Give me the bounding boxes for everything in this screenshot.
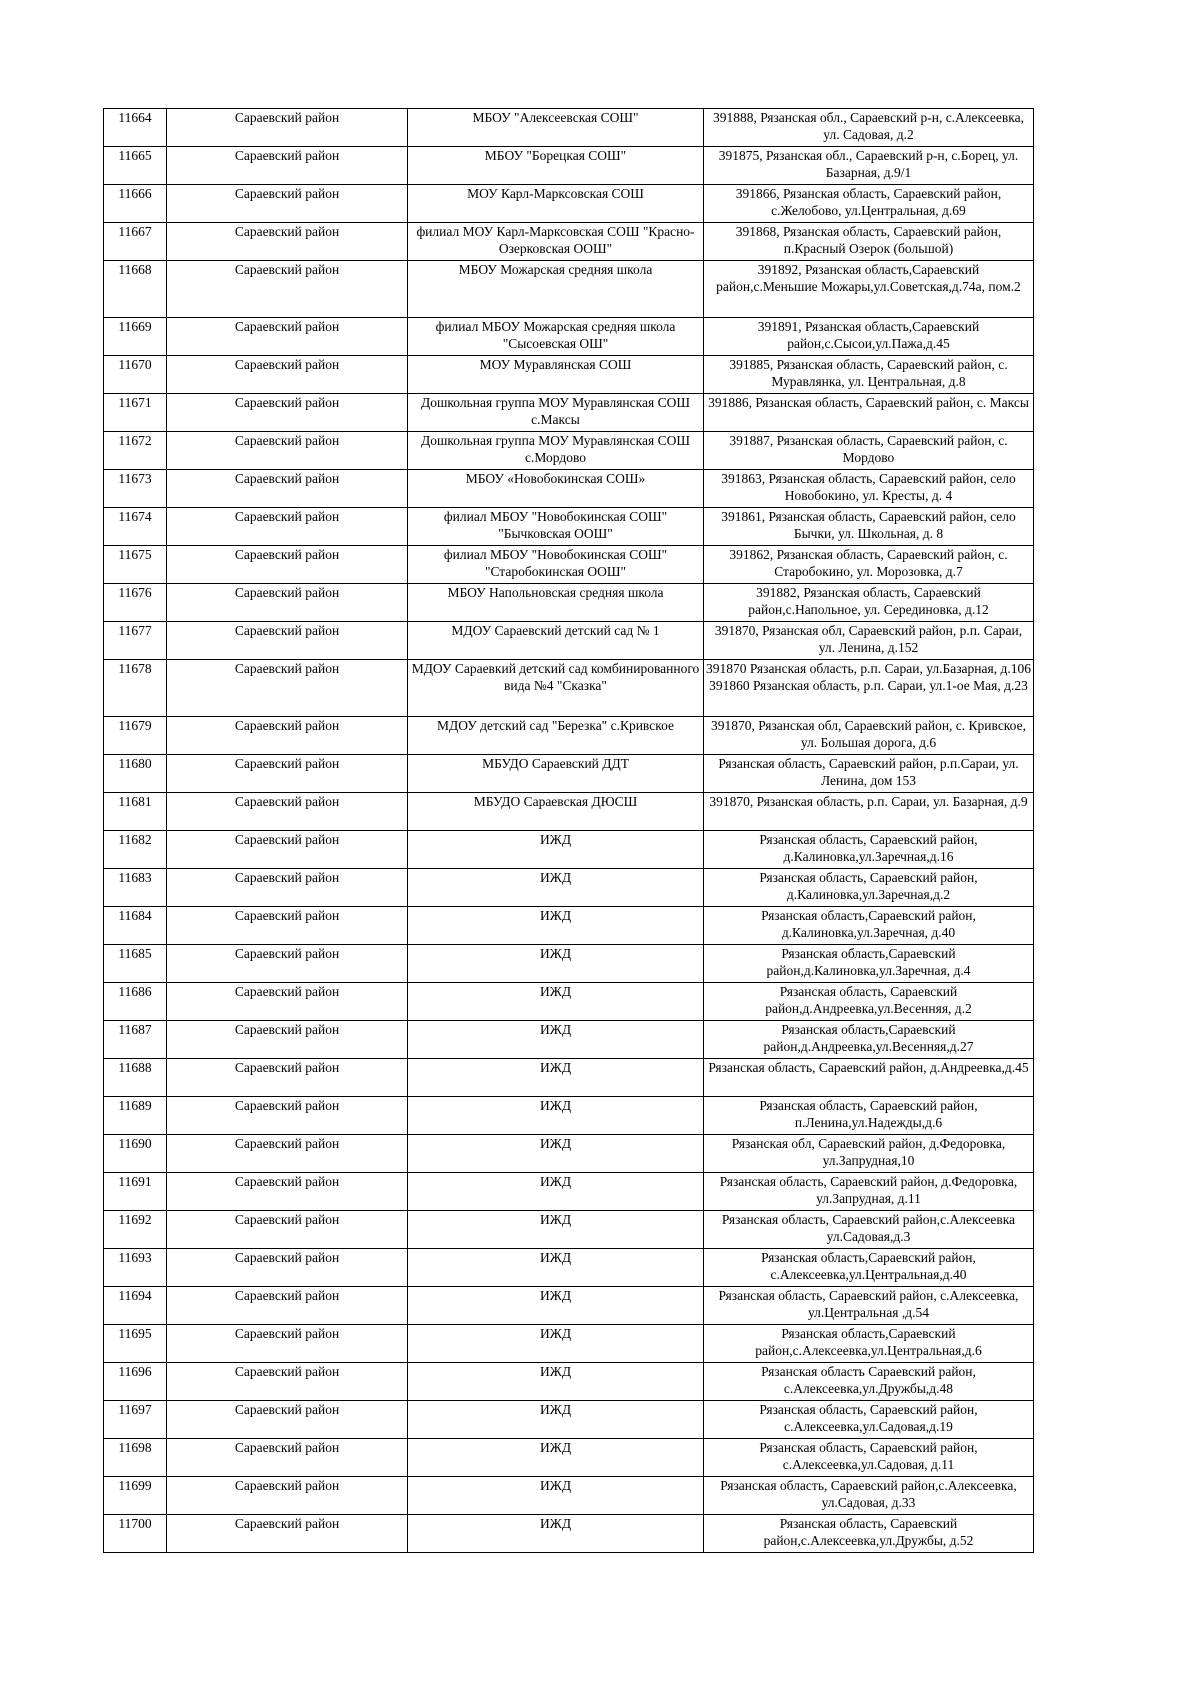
district-cell: Сараевский район — [167, 1477, 408, 1515]
address-cell: Рязанская область, Сараевский район, р.п.Сараи, ул. Ленина, дом 153 — [704, 755, 1034, 793]
district-cell: Сараевский район — [167, 584, 408, 622]
registry-table — [103, 108, 1034, 1553]
institution-cell: ИЖД — [408, 1135, 704, 1173]
district-cell: Сараевский район — [167, 660, 408, 717]
district-cell: Сараевский район — [167, 1173, 408, 1211]
district-cell: Сараевский район — [167, 1135, 408, 1173]
table-row — [104, 831, 1034, 869]
table-row — [104, 1477, 1034, 1515]
district-cell: Сараевский район — [167, 508, 408, 546]
address-cell: 391870, Рязанская область, р.п. Сараи, ул. Базарная, д.9 — [704, 793, 1034, 831]
address-cell: Рязанская область, Сараевский район, д.Калиновка,ул.Заречная,д.2 — [704, 869, 1034, 907]
address-cell: 391888, Рязанская обл., Сараевский р-н, с.Алексеевка, ул. Садовая, д.2 — [704, 109, 1034, 147]
row-number: 11685 — [104, 945, 167, 983]
row-number: 11698 — [104, 1439, 167, 1477]
table-row — [104, 907, 1034, 945]
row-number: 11687 — [104, 1021, 167, 1059]
address-cell: Рязанская область,Сараевский район, с.Алексеевка,ул.Центральная,д.40 — [704, 1249, 1034, 1287]
address-cell: Рязанская область, Сараевский район,с.Алексеевка ул.Садовая,д.3 — [704, 1211, 1034, 1249]
row-number: 11674 — [104, 508, 167, 546]
institution-cell: филиал МБОУ Можарская средняя школа "Сысоевская ОШ" — [408, 318, 704, 356]
address-cell: Рязанская область Сараевский район, с.Алексеевка,ул.Дружбы,д.48 — [704, 1363, 1034, 1401]
institution-cell: ИЖД — [408, 1477, 704, 1515]
table-row — [104, 1021, 1034, 1059]
table-row — [104, 793, 1034, 831]
row-number: 11679 — [104, 717, 167, 755]
table-row — [104, 394, 1034, 432]
district-cell: Сараевский район — [167, 983, 408, 1021]
institution-cell: филиал МБОУ "Новобокинская СОШ" "Старобокинская ООШ" — [408, 546, 704, 584]
table-row — [104, 1059, 1034, 1097]
address-cell: 391886, Рязанская область, Сараевский район, с. Максы — [704, 394, 1034, 432]
district-cell: Сараевский район — [167, 546, 408, 584]
row-number: 11689 — [104, 1097, 167, 1135]
row-number: 11686 — [104, 983, 167, 1021]
address-cell: Рязанская область, Сараевский район, с.Алексеевка,ул.Садовая,д.19 — [704, 1401, 1034, 1439]
address-cell: 391891, Рязанская область,Сараевский район,с.Сысои,ул.Пажа,д.45 — [704, 318, 1034, 356]
row-number: 11677 — [104, 622, 167, 660]
institution-cell: ИЖД — [408, 1401, 704, 1439]
district-cell: Сараевский район — [167, 793, 408, 831]
institution-cell: МБУДО Сараевский ДДТ — [408, 755, 704, 793]
institution-cell: ИЖД — [408, 1287, 704, 1325]
address-cell: 391885, Рязанская область, Сараевский район, с. Муравлянка, ул. Центральная, д.8 — [704, 356, 1034, 394]
institution-cell: ИЖД — [408, 1363, 704, 1401]
row-number: 11669 — [104, 318, 167, 356]
table-row — [104, 147, 1034, 185]
district-cell: Сараевский район — [167, 432, 408, 470]
district-cell: Сараевский район — [167, 318, 408, 356]
table-row — [104, 356, 1034, 394]
table-row — [104, 1249, 1034, 1287]
address-cell: Рязанская область, Сараевский район, д.Калиновка,ул.Заречная,д.16 — [704, 831, 1034, 869]
table-row — [104, 470, 1034, 508]
row-number: 11688 — [104, 1059, 167, 1097]
row-number: 11680 — [104, 755, 167, 793]
row-number: 11695 — [104, 1325, 167, 1363]
row-number: 11678 — [104, 660, 167, 717]
table-row — [104, 1173, 1034, 1211]
institution-cell: Дошкольная группа МОУ Муравлянская СОШ с.Максы — [408, 394, 704, 432]
address-cell: Рязанская область,Сараевский район,с.Алексеевка,ул.Центральная,д.6 — [704, 1325, 1034, 1363]
district-cell: Сараевский район — [167, 1363, 408, 1401]
row-number: 11667 — [104, 223, 167, 261]
address-cell: 391870, Рязанская обл, Сараевский район, р.п. Сараи, ул. Ленина, д.152 — [704, 622, 1034, 660]
district-cell: Сараевский район — [167, 1401, 408, 1439]
institution-cell: ИЖД — [408, 1515, 704, 1553]
institution-cell: МБОУ "Борецкая СОШ" — [408, 147, 704, 185]
row-number: 11683 — [104, 869, 167, 907]
table-row — [104, 109, 1034, 147]
row-number: 11672 — [104, 432, 167, 470]
district-cell: Сараевский район — [167, 1249, 408, 1287]
table-row — [104, 223, 1034, 261]
institution-cell: ИЖД — [408, 831, 704, 869]
address-cell: Рязанская область, Сараевский район,д.Андреевка,ул.Весенняя, д.2 — [704, 983, 1034, 1021]
table-row — [104, 755, 1034, 793]
address-cell: Рязанская область, Сараевский район, д.Андреевка,д.45 — [704, 1059, 1034, 1097]
address-cell: Рязанская обл, Сараевский район, д.Федоровка, ул.Запрудная,10 — [704, 1135, 1034, 1173]
table-row — [104, 945, 1034, 983]
table-row — [104, 869, 1034, 907]
row-number: 11676 — [104, 584, 167, 622]
table-row — [104, 660, 1034, 717]
table-row — [104, 983, 1034, 1021]
district-cell: Сараевский район — [167, 869, 408, 907]
row-number: 11668 — [104, 261, 167, 318]
institution-cell: МБОУ Можарская средняя школа — [408, 261, 704, 318]
row-number: 11682 — [104, 831, 167, 869]
row-number: 11700 — [104, 1515, 167, 1553]
district-cell: Сараевский район — [167, 831, 408, 869]
row-number: 11692 — [104, 1211, 167, 1249]
institution-cell: ИЖД — [408, 1021, 704, 1059]
institution-cell: ИЖД — [408, 907, 704, 945]
district-cell: Сараевский район — [167, 261, 408, 318]
address-cell: 391862, Рязанская область, Сараевский район, с. Старобокино, ул. Морозовка, д.7 — [704, 546, 1034, 584]
address-cell: 391882, Рязанская область, Сараевский район,с.Напольное, ул. Серединовка, д.12 — [704, 584, 1034, 622]
institution-cell: ИЖД — [408, 1097, 704, 1135]
address-cell: Рязанская область, Сараевский район,с.Алексеевка,ул.Дружбы, д.52 — [704, 1515, 1034, 1553]
table-row — [104, 1097, 1034, 1135]
institution-cell: МДОУ Сараевский детский сад № 1 — [408, 622, 704, 660]
table-row — [104, 546, 1034, 584]
district-cell: Сараевский район — [167, 1059, 408, 1097]
row-number: 11696 — [104, 1363, 167, 1401]
district-cell: Сараевский район — [167, 147, 408, 185]
address-cell: 391863, Рязанская область, Сараевский район, село Новобокино, ул. Кресты, д. 4 — [704, 470, 1034, 508]
institution-cell: ИЖД — [408, 1249, 704, 1287]
district-cell: Сараевский район — [167, 109, 408, 147]
institution-cell: МБОУ «Новобокинская СОШ» — [408, 470, 704, 508]
district-cell: Сараевский район — [167, 1097, 408, 1135]
row-number: 11693 — [104, 1249, 167, 1287]
district-cell: Сараевский район — [167, 1439, 408, 1477]
address-cell: 391887, Рязанская область, Сараевский район, с. Мордово — [704, 432, 1034, 470]
institution-cell: ИЖД — [408, 1439, 704, 1477]
table-row — [104, 717, 1034, 755]
row-number: 11673 — [104, 470, 167, 508]
district-cell: Сараевский район — [167, 717, 408, 755]
address-cell: 391868, Рязанская область, Сараевский район, п.Красный Озерок (большой) — [704, 223, 1034, 261]
address-cell: Рязанская область, Сараевский район, с.Алексеевка,ул.Садовая, д.11 — [704, 1439, 1034, 1477]
table-row — [104, 1363, 1034, 1401]
row-number: 11691 — [104, 1173, 167, 1211]
row-number: 11666 — [104, 185, 167, 223]
row-number: 11681 — [104, 793, 167, 831]
district-cell: Сараевский район — [167, 1325, 408, 1363]
table-row — [104, 185, 1034, 223]
table-row — [104, 1211, 1034, 1249]
institution-cell: ИЖД — [408, 1325, 704, 1363]
institution-cell: МБУДО Сараевская ДЮСШ — [408, 793, 704, 831]
address-cell: Рязанская область,Сараевский район,д.Калиновка,ул.Заречная, д.4 — [704, 945, 1034, 983]
row-number: 11675 — [104, 546, 167, 584]
institution-cell: филиал МОУ Карл-Марксовская СОШ "Красно-Озерковская ООШ" — [408, 223, 704, 261]
district-cell: Сараевский район — [167, 945, 408, 983]
institution-cell: МОУ Карл-Марксовская СОШ — [408, 185, 704, 223]
address-cell: Рязанская область, Сараевский район, п.Ленина,ул.Надежды,д.6 — [704, 1097, 1034, 1135]
institution-cell: МБОУ Напольновская средняя школа — [408, 584, 704, 622]
address-cell: 391861, Рязанская область, Сараевский район, село Бычки, ул. Школьная, д. 8 — [704, 508, 1034, 546]
district-cell: Сараевский район — [167, 1021, 408, 1059]
address-cell: 391870, Рязанская обл, Сараевский район, с. Кривское, ул. Большая дорога, д.6 — [704, 717, 1034, 755]
address-cell: Рязанская область,Сараевский район, д.Калиновка,ул.Заречная, д.40 — [704, 907, 1034, 945]
table-row — [104, 508, 1034, 546]
institution-cell: МОУ Муравлянская СОШ — [408, 356, 704, 394]
district-cell: Сараевский район — [167, 470, 408, 508]
institution-cell: МБОУ "Алексеевская СОШ" — [408, 109, 704, 147]
address-cell: Рязанская область,Сараевский район,д.Андреевка,ул.Весенняя,д.27 — [704, 1021, 1034, 1059]
address-cell: Рязанская область, Сараевский район, д.Федоровка, ул.Запрудная, д.11 — [704, 1173, 1034, 1211]
district-cell: Сараевский район — [167, 1515, 408, 1553]
institution-cell: филиал МБОУ "Новобокинская СОШ" "Бычковская ООШ" — [408, 508, 704, 546]
table-row — [104, 1439, 1034, 1477]
row-number: 11690 — [104, 1135, 167, 1173]
district-cell: Сараевский район — [167, 755, 408, 793]
district-cell: Сараевский район — [167, 394, 408, 432]
table-row — [104, 261, 1034, 318]
address-cell: 391892, Рязанская область,Сараевский район,с.Меньшие Можары,ул.Советская,д.74а, пом.2 — [704, 261, 1034, 318]
registry-table-body — [104, 109, 1034, 1553]
row-number: 11670 — [104, 356, 167, 394]
district-cell: Сараевский район — [167, 622, 408, 660]
table-row — [104, 1135, 1034, 1173]
row-number: 11684 — [104, 907, 167, 945]
table-row — [104, 1401, 1034, 1439]
table-row — [104, 1515, 1034, 1553]
row-number: 11671 — [104, 394, 167, 432]
row-number: 11694 — [104, 1287, 167, 1325]
district-cell: Сараевский район — [167, 223, 408, 261]
institution-cell: ИЖД — [408, 945, 704, 983]
district-cell: Сараевский район — [167, 1211, 408, 1249]
institution-cell: ИЖД — [408, 869, 704, 907]
address-cell: 391870 Рязанская область, р.п. Сараи, ул.Базарная, д.106 391860 Рязанская область, р.п. Сараи, ул.1-ое Мая, д.23 — [704, 660, 1034, 717]
institution-cell: ИЖД — [408, 1173, 704, 1211]
institution-cell: МДОУ Сараевкий детский сад комбинированного вида №4 "Сказка" — [408, 660, 704, 717]
district-cell: Сараевский район — [167, 1287, 408, 1325]
row-number: 11697 — [104, 1401, 167, 1439]
row-number: 11699 — [104, 1477, 167, 1515]
district-cell: Сараевский район — [167, 185, 408, 223]
institution-cell: ИЖД — [408, 1059, 704, 1097]
address-cell: 391875, Рязанская обл., Сараевский р-н, с.Борец, ул. Базарная, д.9/1 — [704, 147, 1034, 185]
table-row — [104, 432, 1034, 470]
address-cell: 391866, Рязанская область, Сараевский район, с.Желобово, ул.Центральная, д.69 — [704, 185, 1034, 223]
table-row — [104, 1287, 1034, 1325]
row-number: 11665 — [104, 147, 167, 185]
institution-cell: МДОУ детский сад "Березка" с.Кривское — [408, 717, 704, 755]
row-number: 11664 — [104, 109, 167, 147]
district-cell: Сараевский район — [167, 356, 408, 394]
table-row — [104, 318, 1034, 356]
table-row — [104, 1325, 1034, 1363]
address-cell: Рязанская область, Сараевский район,с.Алексеевка, ул.Садовая, д.33 — [704, 1477, 1034, 1515]
table-row — [104, 584, 1034, 622]
institution-cell: ИЖД — [408, 983, 704, 1021]
address-cell: Рязанская область, Сараевский район, с.Алексеевка, ул.Центральная ,д.54 — [704, 1287, 1034, 1325]
institution-cell: ИЖД — [408, 1211, 704, 1249]
institution-cell: Дошкольная группа МОУ Муравлянская СОШ с.Мордово — [408, 432, 704, 470]
table-row — [104, 622, 1034, 660]
district-cell: Сараевский район — [167, 907, 408, 945]
